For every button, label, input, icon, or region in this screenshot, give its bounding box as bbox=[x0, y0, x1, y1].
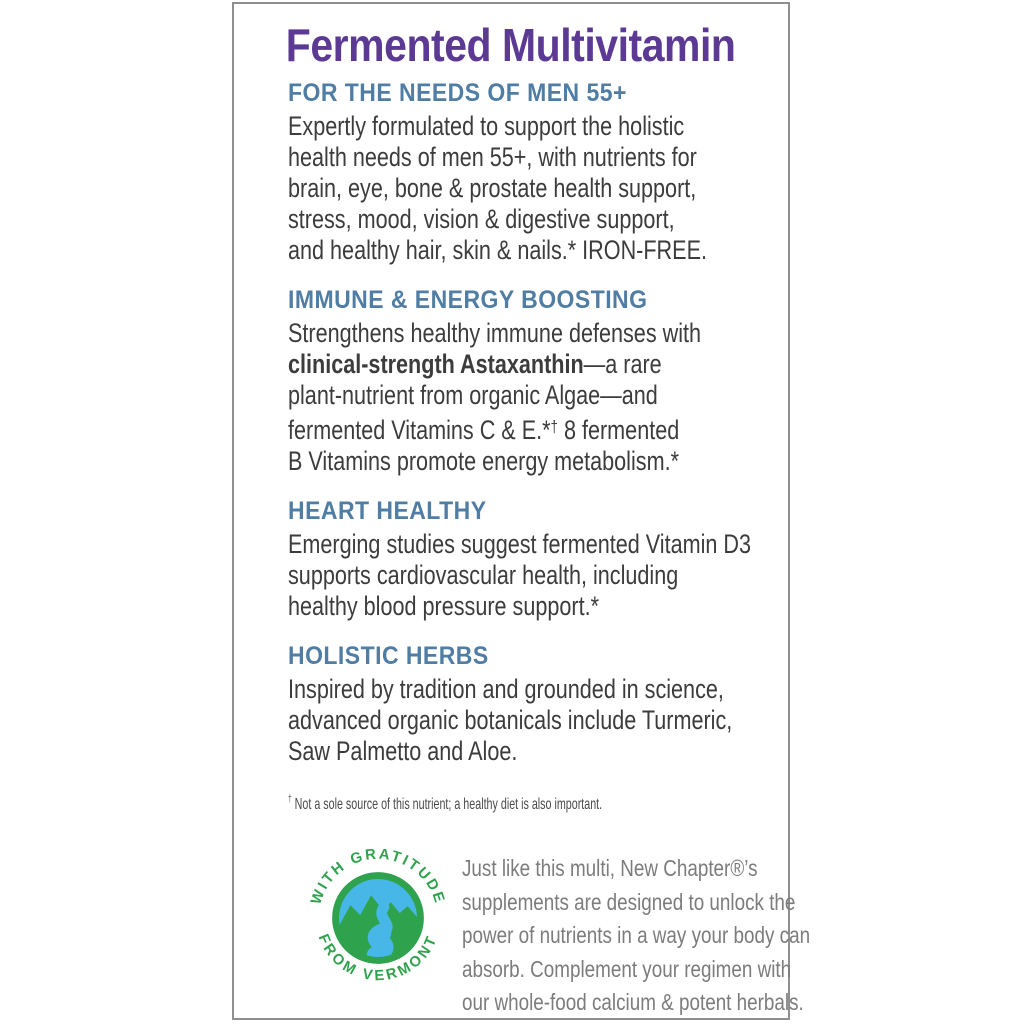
text-run: and healthy hair, skin & nails.* IRON-FREE. bbox=[288, 235, 707, 265]
body-line bbox=[288, 173, 697, 204]
body-line bbox=[288, 318, 702, 349]
closing-line: Just like this multi, New Chapter®’s bbox=[462, 855, 758, 881]
body-line bbox=[288, 142, 697, 173]
sections bbox=[288, 80, 776, 767]
footnote bbox=[288, 791, 615, 814]
text-run: clinical-strength Astaxanthin bbox=[288, 349, 584, 379]
text-run: fermented Vitamins C & E.* bbox=[288, 415, 551, 445]
text-run: plant-nutrient from organic Algae—and bbox=[288, 380, 658, 410]
badge-arc-text-top: WITH GRATITUDE bbox=[308, 846, 448, 907]
closing-line: our whole-food calcium & potent herbals. bbox=[462, 989, 804, 1015]
section-heading: HOLISTIC HERBS bbox=[288, 642, 489, 670]
text-run: † bbox=[288, 794, 292, 805]
label-section bbox=[288, 80, 776, 266]
body-line bbox=[288, 736, 678, 767]
body-line bbox=[288, 446, 678, 477]
closing-paragraph bbox=[462, 844, 886, 1020]
text-run: stress, mood, vision & digestive support, bbox=[288, 204, 675, 234]
text-run: Strengthens healthy immune defenses with bbox=[288, 318, 702, 348]
text-run: Not a sole source of this nutrient; a healthy diet is also important. bbox=[291, 796, 603, 813]
closing-line: power of nutrients in a way your body can bbox=[462, 922, 811, 948]
text-run: Expertly formulated to support the holistic bbox=[288, 111, 685, 141]
river-graphic bbox=[376, 907, 387, 955]
gratitude-badge-icon bbox=[304, 844, 452, 992]
text-run: B Vitamins promote energy metabolism.* bbox=[288, 446, 679, 476]
bottom-row bbox=[288, 844, 811, 1020]
body-line bbox=[288, 560, 678, 591]
body-line bbox=[288, 411, 678, 446]
body-line bbox=[288, 529, 752, 560]
text-run: healthy blood pressure support.* bbox=[288, 591, 599, 621]
body-line bbox=[288, 705, 733, 736]
label-section bbox=[288, 643, 776, 767]
text-run: health needs of men 55+, with nutrients for bbox=[288, 142, 697, 172]
body-line bbox=[288, 591, 678, 622]
title-wrap bbox=[234, 20, 788, 70]
text-run: supports cardiovascular health, including bbox=[288, 560, 679, 590]
label-section bbox=[288, 287, 776, 477]
section-heading: IMMUNE & ENERGY BOOSTING bbox=[288, 286, 648, 314]
text-run: advanced organic botanicals include Turmeric, bbox=[288, 705, 733, 735]
body-line bbox=[288, 674, 724, 705]
text-run: Inspired by tradition and grounded in science, bbox=[288, 674, 724, 704]
section-heading: FOR THE NEEDS OF MEN 55+ bbox=[288, 79, 627, 107]
text-run: † bbox=[550, 417, 558, 436]
badge-arc-text-bottom: FROM VERMONT bbox=[314, 931, 442, 985]
body-line bbox=[288, 204, 678, 235]
label-section bbox=[288, 498, 776, 622]
section-heading: HEART HEALTHY bbox=[288, 497, 487, 525]
body-line bbox=[288, 349, 678, 380]
text-run: brain, eye, bone & prostate health support, bbox=[288, 173, 697, 203]
text-run: —a rare bbox=[583, 349, 662, 379]
closing-line: absorb. Complement your regimen with bbox=[462, 955, 792, 982]
product-label-panel bbox=[232, 2, 811, 1020]
closing-line: supplements are designed to unlock the bbox=[462, 888, 796, 915]
body-line bbox=[288, 111, 685, 142]
label-content bbox=[234, 79, 811, 1020]
text-run: Saw Palmetto and Aloe. bbox=[288, 736, 518, 766]
body-line bbox=[288, 235, 707, 266]
product-title: Fermented Multivitamin bbox=[286, 19, 736, 71]
text-run: 8 fermented bbox=[557, 415, 680, 445]
text-run: Emerging studies suggest fermented Vitamin D3 bbox=[288, 529, 752, 559]
body-line bbox=[288, 380, 678, 411]
